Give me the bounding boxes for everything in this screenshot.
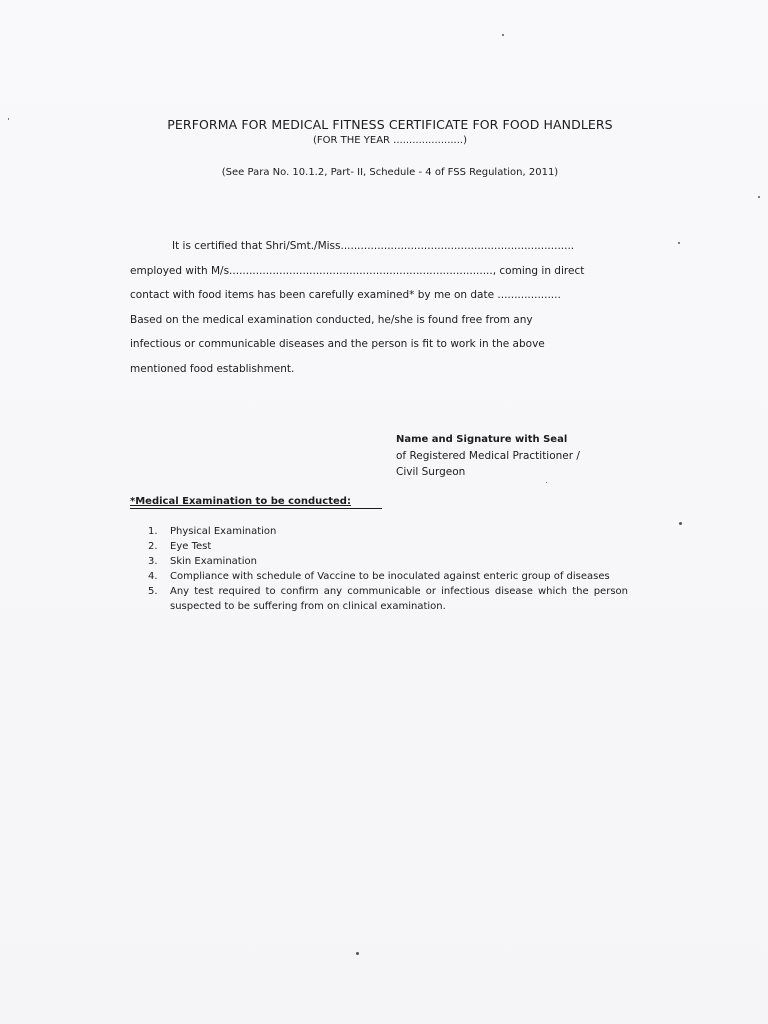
exam-heading-text: *Medical Examination to be conducted: — [130, 496, 351, 507]
list-item — [148, 569, 628, 584]
scan-speck — [546, 482, 547, 483]
scan-speck — [758, 196, 760, 198]
scan-speck — [8, 118, 9, 120]
list-item — [148, 539, 628, 554]
scan-speck — [679, 522, 682, 525]
list-item-text: Physical Examination — [170, 526, 277, 537]
body-line: mentioned food establishment. — [130, 362, 295, 375]
list-item-number: 3. — [148, 556, 158, 567]
signature-line-3: Civil Surgeon — [396, 466, 466, 478]
list-item-text: Compliance with schedule of Vaccine to be inoculated against enteric group of diseases — [170, 571, 610, 582]
body-line: employed with M/s..............................................................................., coming in direct — [130, 264, 585, 277]
list-item-number: 5. — [148, 586, 158, 597]
certification-paragraph — [130, 234, 618, 381]
list-item-number: 1. — [148, 526, 158, 537]
exam-heading — [130, 496, 382, 509]
body-line: Based on the medical examination conducted, he/she is found free from any — [130, 313, 533, 326]
body-line: It is certified that Shri/Smt./Miss...................................................................... — [172, 240, 575, 252]
list-item-number: 2. — [148, 541, 158, 552]
signature-block — [396, 432, 580, 480]
list-item — [148, 524, 628, 539]
body-line: contact with food items has been carefully examined* by me on date ................... — [130, 289, 561, 301]
scan-speck — [502, 34, 504, 36]
list-item-text: Any test required to confirm any communicable or infectious disease which the person suspected to be suffering from on clinical examination. — [170, 586, 628, 612]
list-item-text: Skin Examination — [170, 556, 257, 567]
list-item — [148, 584, 628, 614]
body-line: infectious or communicable diseases and the person is fit to work in the above — [130, 338, 545, 350]
scan-speck — [356, 952, 359, 955]
list-item-text: Eye Test — [170, 541, 212, 552]
scan-speck — [678, 242, 680, 244]
signature-line-2: of Registered Medical Practitioner / — [396, 450, 580, 462]
document-title: PERFORMA FOR MEDICAL FITNESS CERTIFICATE FOR FOOD HANDLERS — [167, 117, 613, 132]
document-subtitle: (FOR THE YEAR ......................) — [312, 135, 467, 146]
regulation-reference: (See Para No. 10.1.2, Part- II, Schedule - 4 of FSS Regulation, 2011) — [221, 167, 559, 178]
exam-list — [148, 524, 628, 614]
signature-line-1: Name and Signature with Seal — [396, 434, 568, 445]
list-item-number: 4. — [148, 571, 158, 582]
list-item — [148, 554, 628, 569]
